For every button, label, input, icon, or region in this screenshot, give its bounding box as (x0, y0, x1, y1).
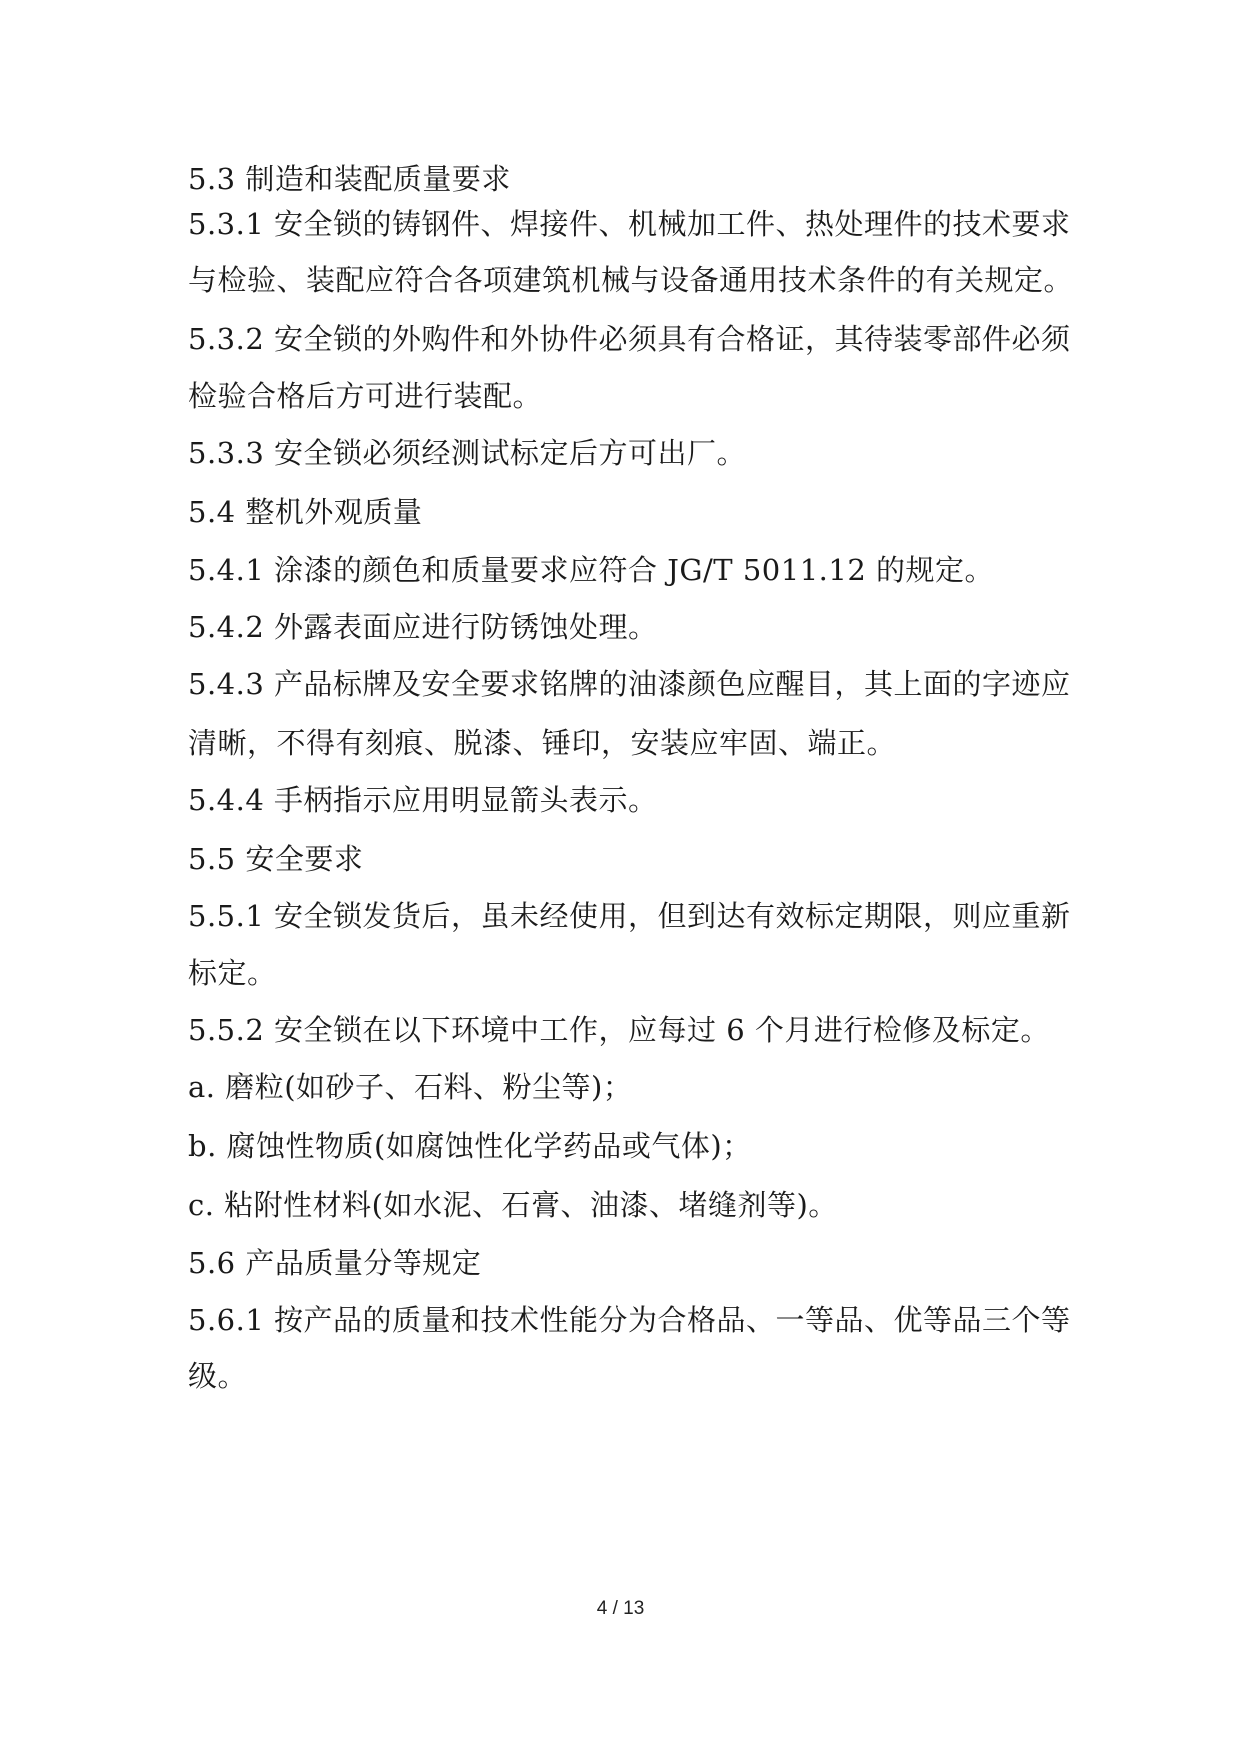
list-item-b: b. 腐蚀性物质(如腐蚀性化学药品或气体)； (188, 1129, 752, 1163)
paragraph-5-4-4: 5.4.4 手柄指示应用明显箭头表示。 (188, 783, 658, 817)
paragraph-5-3-3: 5.3.3 安全锁必须经测试标定后方可出厂。 (188, 436, 747, 470)
paragraph-5-3-2-line-2: 检验合格后方可进行装配。 (188, 379, 543, 413)
list-item-c: c. 粘附性材料(如水泥、石膏、油漆、堵缝剂等)。 (188, 1188, 838, 1222)
paragraph-5-3-1-line-2: 与检验、装配应符合各项建筑机械与设备通用技术条件的有关规定。 (188, 263, 1074, 297)
paragraph-5-4-3-line-2: 清晰，不得有刻痕、脱漆、锤印，安装应牢固、端正。 (188, 726, 897, 760)
paragraph-5-5-1-line-1: 5.5.1 安全锁发货后，虽未经使用，但到达有效标定期限，则应重新 (188, 899, 1071, 933)
paragraph-5-3-1-line-1: 5.3.1 安全锁的铸钢件、焊接件、机械加工件、热处理件的技术要求 (188, 207, 1071, 241)
paragraph-5-4-2: 5.4.2 外露表面应进行防锈蚀处理。 (188, 610, 658, 644)
paragraph-5-4-3-line-1: 5.4.3 产品标牌及安全要求铭牌的油漆颜色应醒目，其上面的字迹应 (188, 667, 1071, 701)
paragraph-5-6-1-line-2: 级。 (188, 1359, 248, 1393)
paragraph-5-5-2: 5.5.2 安全锁在以下环境中工作，应每过 6 个月进行检修及标定。 (188, 1013, 1050, 1047)
page-number: 4 / 13 (596, 1598, 645, 1619)
paragraph-5-6-1-line-1: 5.6.1 按产品的质量和技术性能分为合格品、一等品、优等品三个等 (188, 1303, 1071, 1337)
heading-5-4: 5.4 整机外观质量 (188, 495, 423, 529)
list-item-a: a. 磨粒(如砂子、石料、粉尘等)； (188, 1070, 633, 1104)
heading-5-3: 5.3 制造和装配质量要求 (188, 162, 511, 196)
paragraph-5-5-1-line-2: 标定。 (188, 956, 277, 990)
paragraph-5-4-1: 5.4.1 涂漆的颜色和质量要求应符合 JG/T 5011.12 的规定。 (188, 553, 994, 587)
heading-5-6: 5.6 产品质量分等规定 (188, 1246, 482, 1280)
heading-5-5: 5.5 安全要求 (188, 842, 364, 876)
paragraph-5-3-2-line-1: 5.3.2 安全锁的外购件和外协件必须具有合格证，其待装零部件必须 (188, 322, 1071, 356)
